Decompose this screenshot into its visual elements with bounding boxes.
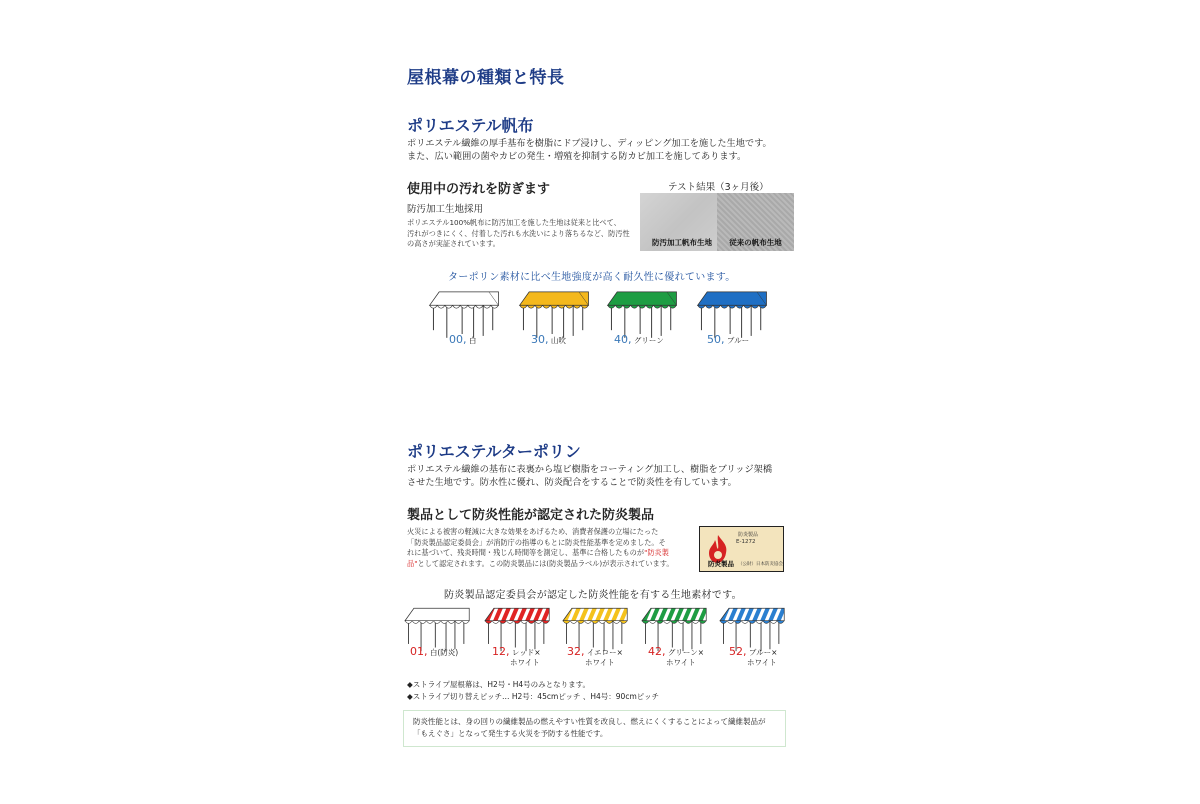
stripe-color-label — [410, 647, 458, 658]
color-code: 50, — [707, 333, 725, 346]
color-name-secondary: ホワイト — [666, 658, 696, 667]
test-caption: テスト結果（3ヶ月後） — [668, 182, 769, 193]
color-name: 白 — [466, 336, 477, 345]
color-code: 32, — [567, 645, 585, 658]
antifouling-text: ポリエステル100%帆布に防汚加工を施した生地は従来と比べて、 汚れがつきにくく、付着した汚れも水洗いにより落ちるなど、防汚性 の高さが実証されています。 — [407, 218, 630, 248]
color-code: 42, — [648, 645, 666, 658]
fire-text: 火災による被害の軽減に大きな効果をあげるため、消費者保護の立場にたった 「防炎製品認定委員会」が消防庁の指導のもとに防炎性能基準を定めました。そ れに基づいて、残炎時間・残じん時間等を測定し、基準に合格したものが"防炎製 品"として認定されます。この防炎製品には(防炎製品ラベル)が表示されています。 — [407, 527, 674, 568]
color-name: ブルー× — [746, 648, 778, 657]
color-code: 00, — [449, 333, 467, 346]
color-code-label — [614, 333, 664, 346]
color-name: レッド× — [509, 648, 541, 657]
color-name-secondary: ホワイト — [747, 658, 777, 667]
color-name-secondary: ホワイト — [585, 658, 615, 667]
striped-tent-illustration — [642, 606, 708, 648]
stripe-color-label — [729, 647, 777, 668]
tent-illustration — [606, 290, 680, 334]
color-code-label — [449, 333, 476, 346]
color-name-secondary: ホワイト — [510, 658, 540, 667]
stripe-note-1: ◆ストライプ屋根幕は、H2号・H4号のみとなります。 — [407, 680, 591, 689]
striped-tent-illustration — [405, 606, 471, 648]
page-title: 屋根幕の種類と特長 — [407, 68, 565, 88]
stripe-color-label — [567, 647, 623, 668]
striped-tent-illustration — [563, 606, 629, 648]
color-code: 52, — [729, 645, 747, 658]
definition-box: 防炎性能とは、身の回りの繊維製品の燃えやすい性質を改良し、燃えにくくすることによって繊維製品が 「もえぐさ」となって発生する火災を予防する性能です。 — [403, 710, 786, 747]
color-code-label — [531, 333, 566, 346]
antifouling-swatch: 防汚加工帆布生地 — [640, 193, 724, 251]
color-code: 40, — [614, 333, 632, 346]
color-name: ブルー — [724, 336, 750, 345]
color-code-label — [707, 333, 749, 346]
color-code: 01, — [410, 645, 428, 658]
stripe-color-label — [648, 647, 704, 668]
materials-caption: 防炎製品認定委員会が認定した防炎性能を有する生地素材です。 — [444, 590, 742, 601]
fire-label: 防炎製品 E-1272 防炎製品 （公財）日本防炎協会 — [699, 526, 784, 572]
stripe-note-2: ◆ストライプ切り替えピッチ… H2号：45cmピッチ 、H4号：90cmピッチ — [407, 692, 659, 701]
color-name: グリーン — [631, 336, 664, 345]
color-name: 山吹 — [548, 336, 566, 345]
tent-illustration — [696, 290, 770, 334]
fire-heading: 製品として防炎性能が認定された防炎製品 — [407, 508, 655, 523]
conventional-swatch: 従来の帆布生地 — [717, 193, 794, 251]
stripe-color-label — [492, 647, 541, 668]
tent-illustration — [428, 290, 502, 334]
strength-caption: ターポリン素材に比べ生地強度が高く耐久性に優れています。 — [448, 272, 736, 283]
tent-illustration — [518, 290, 592, 334]
color-name: 白(防炎) — [427, 648, 459, 657]
canvas-description: ポリエステル繊維の厚手基布を樹脂にドブ浸けし、ディッピング加工を施した生地です。 また、広い範囲の菌やカビの発生・増殖を抑制する防カビ加工を施してあります。 — [407, 138, 772, 162]
color-name: グリーン× — [665, 648, 705, 657]
striped-tent-illustration — [485, 606, 551, 648]
canvas-heading: ポリエステル帆布 — [407, 116, 534, 135]
color-code: 30, — [531, 333, 549, 346]
color-name: イエロー× — [584, 648, 623, 657]
tarpaulin-heading: ポリエステルターポリン — [407, 442, 581, 461]
dirt-heading: 使用中の汚れを防ぎます — [407, 182, 551, 197]
striped-tent-illustration — [720, 606, 786, 648]
antifouling-subheading: 防汚加工生地採用 — [407, 204, 484, 215]
note-list — [407, 679, 659, 703]
color-code: 12, — [492, 645, 510, 658]
tarpaulin-description: ポリエステル繊維の基布に表裏から塩ビ樹脂をコーティング加工し、樹脂をブリッジ架橋 させた生地です。防水性に優れ、防炎配合をすることで防炎性を有しています。 — [407, 464, 773, 488]
